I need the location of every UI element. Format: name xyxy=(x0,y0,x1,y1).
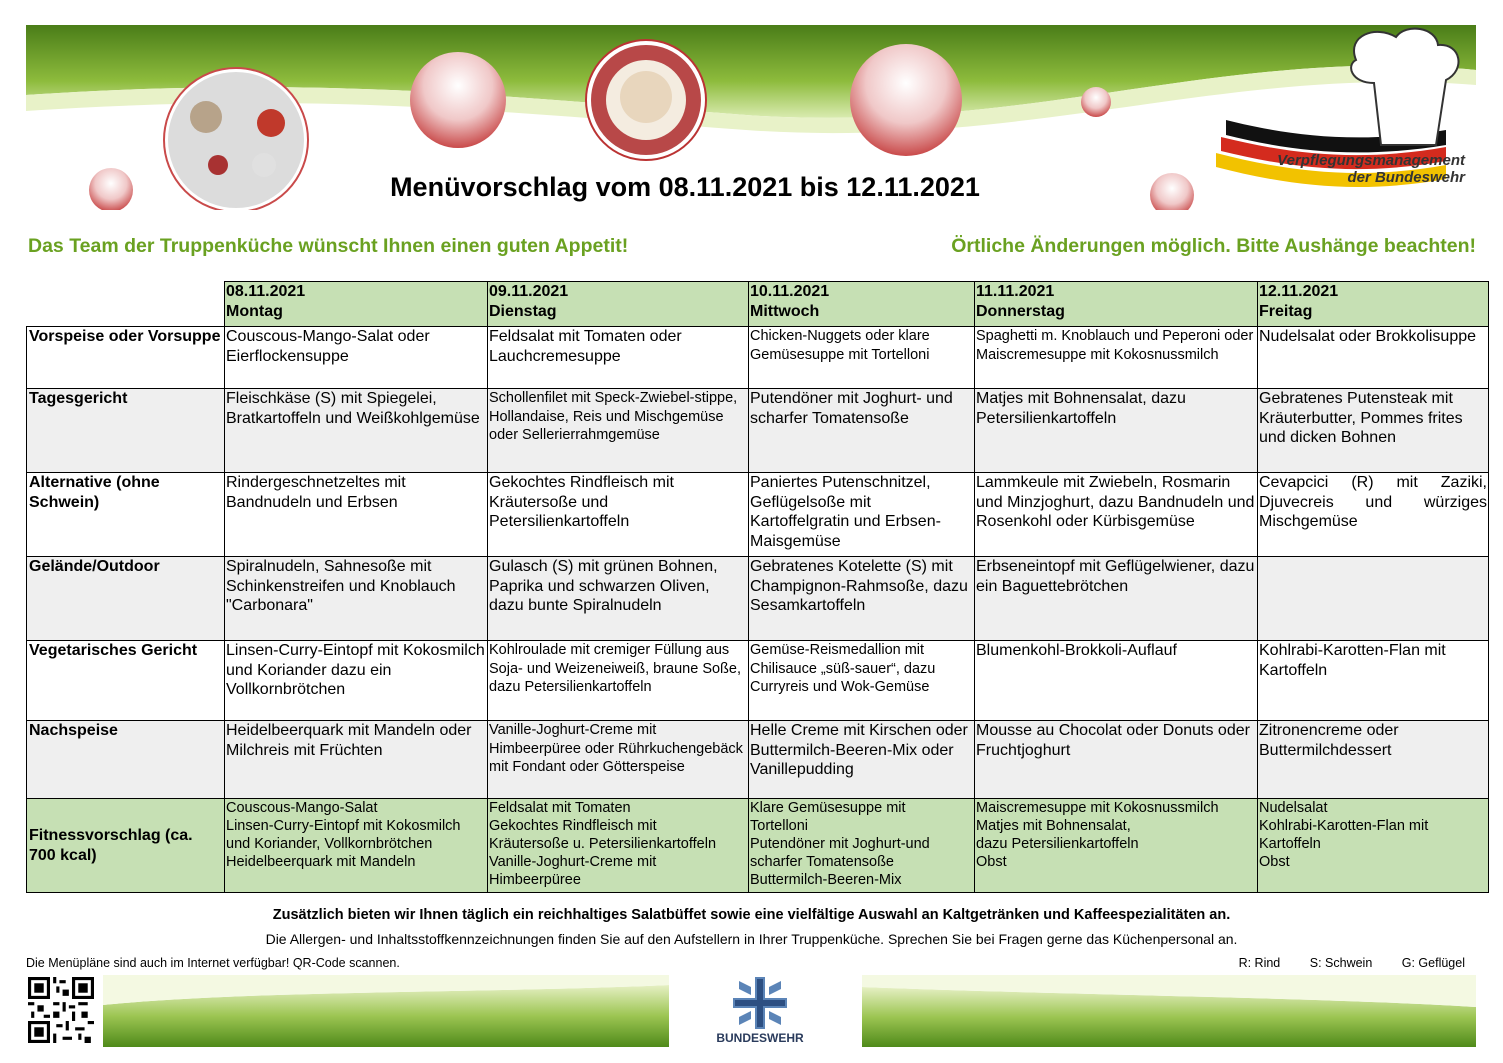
fitness-cell xyxy=(488,799,749,893)
menu-cell: Rindergeschnetzeltes mit Bandnudeln und Erbsen xyxy=(225,473,488,557)
footer-band-right xyxy=(862,975,1476,1047)
legend-gefluegel: G: Geflügel xyxy=(1401,956,1465,970)
menu-cell: Couscous-Mango-Salat oder Eierflockensuppe xyxy=(225,327,488,389)
menu-row xyxy=(27,389,1489,473)
menu-cell: Gebratenes Putensteak mit Kräuterbutter, Pommes frites und dicken Bohnen xyxy=(1258,389,1489,473)
day-header xyxy=(975,282,1258,327)
day-header-row xyxy=(27,282,1489,327)
fitness-line: Buttermilch-Beeren-Mix xyxy=(750,872,902,888)
greeting-right: Örtliche Änderungen möglich. Bitte Aushänge beachten! xyxy=(951,235,1476,257)
fitness-line: scharfer Tomatensoße xyxy=(750,854,894,870)
menu-cell xyxy=(1258,557,1489,641)
fitness-line: Nudelsalat xyxy=(1259,800,1328,816)
menu-cell: Schollenfilet mit Speck-Zwiebel-stippe, Hollandaise, Reis und Mischgemüse oder Sellerierrahmgemüse xyxy=(488,389,749,473)
day-date: 12.11.2021 xyxy=(1259,283,1339,300)
day-header xyxy=(225,282,488,327)
fitness-cell xyxy=(1258,799,1489,893)
menu-row xyxy=(27,327,1489,389)
vm-logo-text xyxy=(1250,152,1465,186)
fitness-row xyxy=(27,799,1489,893)
fitness-cell xyxy=(749,799,975,893)
menu-cell: Spaghetti m. Knoblauch und Peperoni oder Maiscremesuppe mit Kokosnussmilch xyxy=(975,327,1258,389)
menu-cell: Mousse au Chocolat oder Donuts oder Fruchtjoghurt xyxy=(975,721,1258,799)
fitness-line: Gekochtes Rindfleisch mit xyxy=(489,818,657,834)
menu-cell: Matjes mit Bohnensalat, dazu Petersilienkartoffeln xyxy=(975,389,1258,473)
bundeswehr-logo xyxy=(710,975,810,1047)
menu-cell: Helle Creme mit Kirschen oder Buttermilch-Beeren-Mix oder Vanillepudding xyxy=(749,721,975,799)
corner-cell xyxy=(27,282,225,327)
menu-cell: Paniertes Putenschnitzel, Geflügelsoße mit Kartoffelgratin und Erbsen-Maisgemüse xyxy=(749,473,975,557)
day-date: 09.11.2021 xyxy=(489,283,569,300)
qr-code-icon[interactable] xyxy=(27,977,95,1043)
day-name: Montag xyxy=(226,302,283,320)
menu-cell: Chicken-Nuggets oder klare Gemüsesuppe mit Tortelloni xyxy=(749,327,975,389)
menu-cell: Cevapcici (R) mit Zaziki, Djuvecreis und würziges Mischgemüse xyxy=(1258,473,1489,557)
menu-row xyxy=(27,721,1489,799)
bundeswehr-wordmark: BUNDESWEHR xyxy=(716,1031,804,1045)
menu-cell: Vanille-Joghurt-Creme mit Himbeerpüree oder Rührkuchengebäck mit Fondant oder Götterspeise xyxy=(488,721,749,799)
legend-schwein: S: Schwein xyxy=(1309,956,1373,970)
menu-cell: Gulasch (S) mit grünen Bohnen, Paprika und schwarzen Oliven, dazu bunte Spiralnudeln xyxy=(488,557,749,641)
row-category: Vegetarisches Gericht xyxy=(27,641,225,721)
fitness-line: Heidelbeerquark mit Mandeln xyxy=(226,854,416,870)
fitness-cell xyxy=(225,799,488,893)
menu-cell: Blumenkohl-Brokkoli-Auflauf xyxy=(975,641,1258,721)
menu-cell: Kohlrabi-Karotten-Flan mit Kartoffeln xyxy=(1258,641,1489,721)
row-category: Nachspeise xyxy=(27,721,225,799)
fitness-line: Tortelloni xyxy=(750,818,809,834)
menu-cell: Putendöner mit Joghurt- und scharfer Tomatensoße xyxy=(749,389,975,473)
menu-cell: Erbseneintopf mit Geflügelwiener, dazu ein Baguettebrötchen xyxy=(975,557,1258,641)
day-header xyxy=(749,282,975,327)
menu-row xyxy=(27,473,1489,557)
row-category: Vorspeise oder Vorsuppe xyxy=(27,327,225,389)
menu-cell: Gebratenes Kotelette (S) mit Champignon-Rahmsoße, dazu Sesamkartoffeln xyxy=(749,557,975,641)
day-name: Freitag xyxy=(1259,302,1313,320)
menu-cell: Gekochtes Rindfleisch mit Kräutersoße und Petersilienkartoffeln xyxy=(488,473,749,557)
day-header xyxy=(488,282,749,327)
logo-line-1: Verpflegungsmanagement xyxy=(1277,152,1465,169)
salad-buffet-note: Zusätzlich bieten wir Ihnen täglich ein reichhaltiges Salatbüffet sowie eine vielfältige Auswahl an Kaltgetränken und Kaffeespezialitäten an. xyxy=(272,907,1231,923)
menu-cell: Lammkeule mit Zwiebeln, Rosmarin und Minzjoghurt, dazu Bandnudeln und Rosenkohl oder Kürbisgemüse xyxy=(975,473,1258,557)
menu-cell: Kohlroulade mit cremiger Füllung aus Soja- und Weizeneiweiß, braune Soße, dazu Petersilienkartoffeln xyxy=(488,641,749,721)
day-header xyxy=(1258,282,1489,327)
legend xyxy=(1213,956,1465,970)
fitness-line: dazu Petersilienkartoffeln xyxy=(976,836,1139,852)
fitness-line: Maiscremesuppe mit Kokosnussmilch xyxy=(976,800,1219,816)
legend-rind: R: Rind xyxy=(1238,956,1281,970)
fitness-line: Vanille-Joghurt-Creme mit xyxy=(489,854,657,870)
day-name: Dienstag xyxy=(489,302,557,320)
fitness-line: Couscous-Mango-Salat xyxy=(226,800,378,816)
menu-row xyxy=(27,557,1489,641)
fitness-line: Klare Gemüsesuppe mit xyxy=(750,800,906,816)
menu-cell: Spiralnudeln, Sahnesoße mit Schinkenstreifen und Knoblauch "Carbonara" xyxy=(225,557,488,641)
day-name: Mittwoch xyxy=(750,302,820,320)
fitness-line: Matjes mit Bohnensalat, xyxy=(976,818,1131,834)
fitness-cell xyxy=(975,799,1258,893)
fitness-line: Putendöner mit Joghurt-und xyxy=(750,836,930,852)
fitness-line: und Koriander, Vollkornbrötchen xyxy=(226,836,433,852)
menu-cell: Feldsalat mit Tomaten oder Lauchcremesuppe xyxy=(488,327,749,389)
menu-cell: Heidelbeerquark mit Mandeln oder Milchreis mit Früchten xyxy=(225,721,488,799)
row-category: Fitnessvorschlag (ca. 700 kcal) xyxy=(27,799,225,893)
menu-table xyxy=(26,281,1489,893)
iron-cross-icon xyxy=(733,977,787,1029)
menu-cell: Fleischkäse (S) mit Spiegelei, Bratkartoffeln und Weißkohlgemüse xyxy=(225,389,488,473)
allergen-note: Die Allergen- und Inhaltsstoffkennzeichnungen finden Sie auf den Aufstellern in Ihrer Truppenküche. Sprechen Sie bei Fragen gerne das Küchenpersonal an. xyxy=(265,931,1238,947)
fitness-line: Feldsalat mit Tomaten xyxy=(489,800,631,816)
day-date: 08.11.2021 xyxy=(226,283,306,300)
fitness-line: Kräutersoße u. Petersilienkartoffeln xyxy=(489,836,717,852)
menu-cell: Linsen-Curry-Eintopf mit Kokosmilch und Koriander dazu ein Vollkornbrötchen xyxy=(225,641,488,721)
menu-cell: Zitronencreme oder Buttermilchdessert xyxy=(1258,721,1489,799)
fitness-line: Kartoffeln xyxy=(1259,836,1321,852)
greeting-left: Das Team der Truppenküche wünscht Ihnen einen guten Appetit! xyxy=(28,235,629,257)
day-name: Donnerstag xyxy=(976,302,1065,320)
fitness-line: Linsen-Curry-Eintopf mit Kokosmilch xyxy=(226,818,461,834)
menu-cell: Gemüse-Reismedallion mit Chilisauce „süß-sauer“, dazu Curryreis und Wok-Gemüse xyxy=(749,641,975,721)
row-category: Alternative (ohne Schwein) xyxy=(27,473,225,557)
footer-band-left xyxy=(103,975,669,1047)
fitness-line: Himbeerpüree xyxy=(489,872,581,888)
menu-row xyxy=(27,641,1489,721)
internet-note: Die Menüpläne sind auch im Internet verfügbar! QR-Code scannen. xyxy=(26,956,400,970)
fitness-line: Obst xyxy=(1259,854,1290,870)
row-category: Gelände/Outdoor xyxy=(27,557,225,641)
row-category: Tagesgericht xyxy=(27,389,225,473)
fitness-line: Kohlrabi-Karotten-Flan mit xyxy=(1259,818,1429,834)
fitness-line: Obst xyxy=(976,854,1007,870)
menu-cell: Nudelsalat oder Brokkolisuppe xyxy=(1258,327,1489,389)
day-date: 10.11.2021 xyxy=(750,283,830,300)
page-title: Menüvorschlag vom 08.11.2021 bis 12.11.2021 xyxy=(390,172,980,202)
day-date: 11.11.2021 xyxy=(976,283,1055,300)
logo-line-2: der Bundeswehr xyxy=(1347,169,1465,186)
